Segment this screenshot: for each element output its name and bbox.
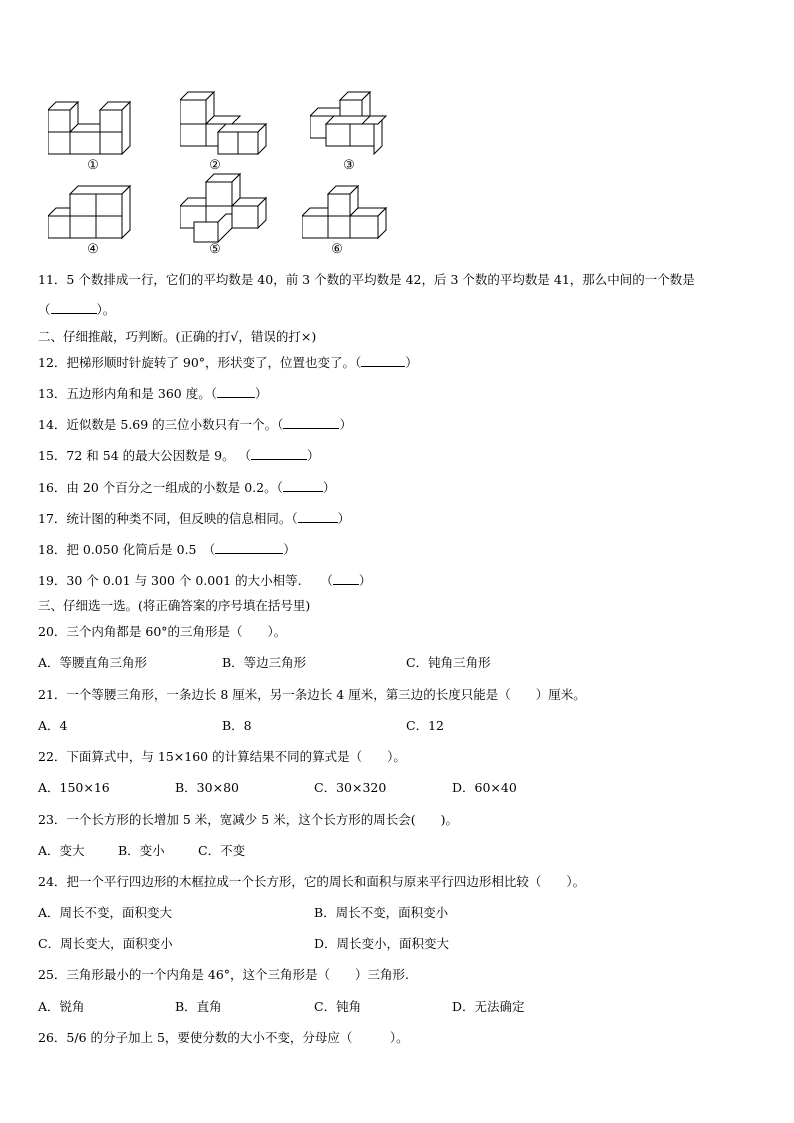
question-14: 14．近似数是 5.69 的三位小数只有一个。（ ） [38,417,352,432]
option-22-d[interactable]: D．60×40 [452,780,517,795]
answer-blank[interactable] [51,301,97,314]
question-13: 13．五边形内角和是 360 度。（ ） [38,386,268,401]
figure-label-6: ⑥ [331,242,343,257]
question-21: 21．一个等腰三角形，一条边长 8 厘米，另一条边长 4 厘米，第三边的长度只能是（ ）厘米。 [38,687,586,702]
option-24-c[interactable]: C．周长变大，面积变小 [38,936,173,951]
option-21-c[interactable]: C．12 [406,718,444,733]
cube-figure-6 [302,180,392,242]
option-23-a[interactable]: A．变大 [38,843,85,858]
question-15: 15．72 和 54 的最大公因数是 9。 （ ） [38,448,320,463]
answer-blank[interactable] [283,479,323,492]
figure-label-3: ③ [343,158,355,173]
option-24-b[interactable]: B．周长不变，面积变小 [314,905,449,920]
option-23-c[interactable]: C．不变 [198,843,246,858]
option-21-b[interactable]: B．8 [222,718,252,733]
question-20: 20．三个内角都是 60°的三角形是（ ）。 [38,624,287,639]
question-19: 19．30 个 0.01 与 300 个 0.001 的大小相等. （ ） [38,573,372,588]
question-11-text: 11．5 个数排成一行，它们的平均数是 40，前 3 个数的平均数是 42，后 3 个数的平均数是 41，那么中间的一个数是 [38,272,695,287]
answer-blank[interactable] [298,510,338,523]
figure-label-4: ④ [87,242,99,257]
option-24-d[interactable]: D．周长变小，面积变大 [314,936,450,951]
answer-blank[interactable] [283,416,339,429]
option-20-a[interactable]: A．等腰直角三角形 [38,655,148,670]
figure-label-2: ② [209,158,221,173]
option-20-b[interactable]: B．等边三角形 [222,655,307,670]
answer-blank[interactable] [251,447,307,460]
option-25-b[interactable]: B．直角 [175,999,222,1014]
section-3-heading: 三、仔细选一选。(将正确答案的序号填在括号里) [38,598,311,613]
option-21-a[interactable]: A．4 [38,718,68,733]
cube-figures [40,84,420,264]
cube-figure-1 [48,96,138,158]
question-11-answer: （ ）。 [38,302,116,317]
answer-blank[interactable] [215,541,283,554]
option-22-b[interactable]: B．30×80 [175,780,239,795]
figure-label-1: ① [87,158,99,173]
figure-label-5: ⑤ [209,242,221,257]
cube-figure-4 [48,180,138,242]
question-22: 22．下面算式中，与 15×160 的计算结果不同的算式是（ ）。 [38,749,406,764]
question-18: 18．把 0.050 化简后是 0.5 （ ） [38,542,296,557]
option-22-c[interactable]: C．30×320 [314,780,387,795]
question-26: 26．5/6 的分子加上 5，要使分数的大小不变，分母应（ ）。 [38,1030,409,1045]
cube-figure-2 [180,88,270,158]
section-2-heading: 二、仔细推敲，巧判断。(正确的打√，错误的打×) [38,329,317,344]
option-22-a[interactable]: A．150×16 [38,780,110,795]
option-23-b[interactable]: B．变小 [118,843,165,858]
option-25-d[interactable]: D．无法确定 [452,999,525,1014]
question-12: 12．把梯形顺时针旋转了 90°，形状变了，位置也变了。（ ） [38,355,418,370]
answer-blank[interactable] [361,354,405,367]
question-25: 25．三角形最小的一个内角是 46°，这个三角形是（ ）三角形. [38,967,410,982]
question-17: 17．统计图的种类不同，但反映的信息相同。（ ） [38,511,351,526]
option-25-c[interactable]: C．钝角 [314,999,362,1014]
answer-blank[interactable] [333,572,359,585]
cube-figure-5 [180,172,270,244]
option-25-a[interactable]: A．锐角 [38,999,85,1014]
question-24: 24．把一个平行四边形的木框拉成一个长方形，它的周长和面积与原来平行四边形相比较（ ）。 [38,874,586,889]
option-24-a[interactable]: A．周长不变，面积变大 [38,905,173,920]
cube-figure-3 [310,88,400,158]
question-23: 23．一个长方形的长增加 5 米，宽减少 5 米，这个长方形的周长会( )。 [38,812,458,827]
option-20-c[interactable]: C．钝角三角形 [406,655,491,670]
answer-blank[interactable] [217,385,255,398]
question-16: 16．由 20 个百分之一组成的小数是 0.2。（ ） [38,480,336,495]
